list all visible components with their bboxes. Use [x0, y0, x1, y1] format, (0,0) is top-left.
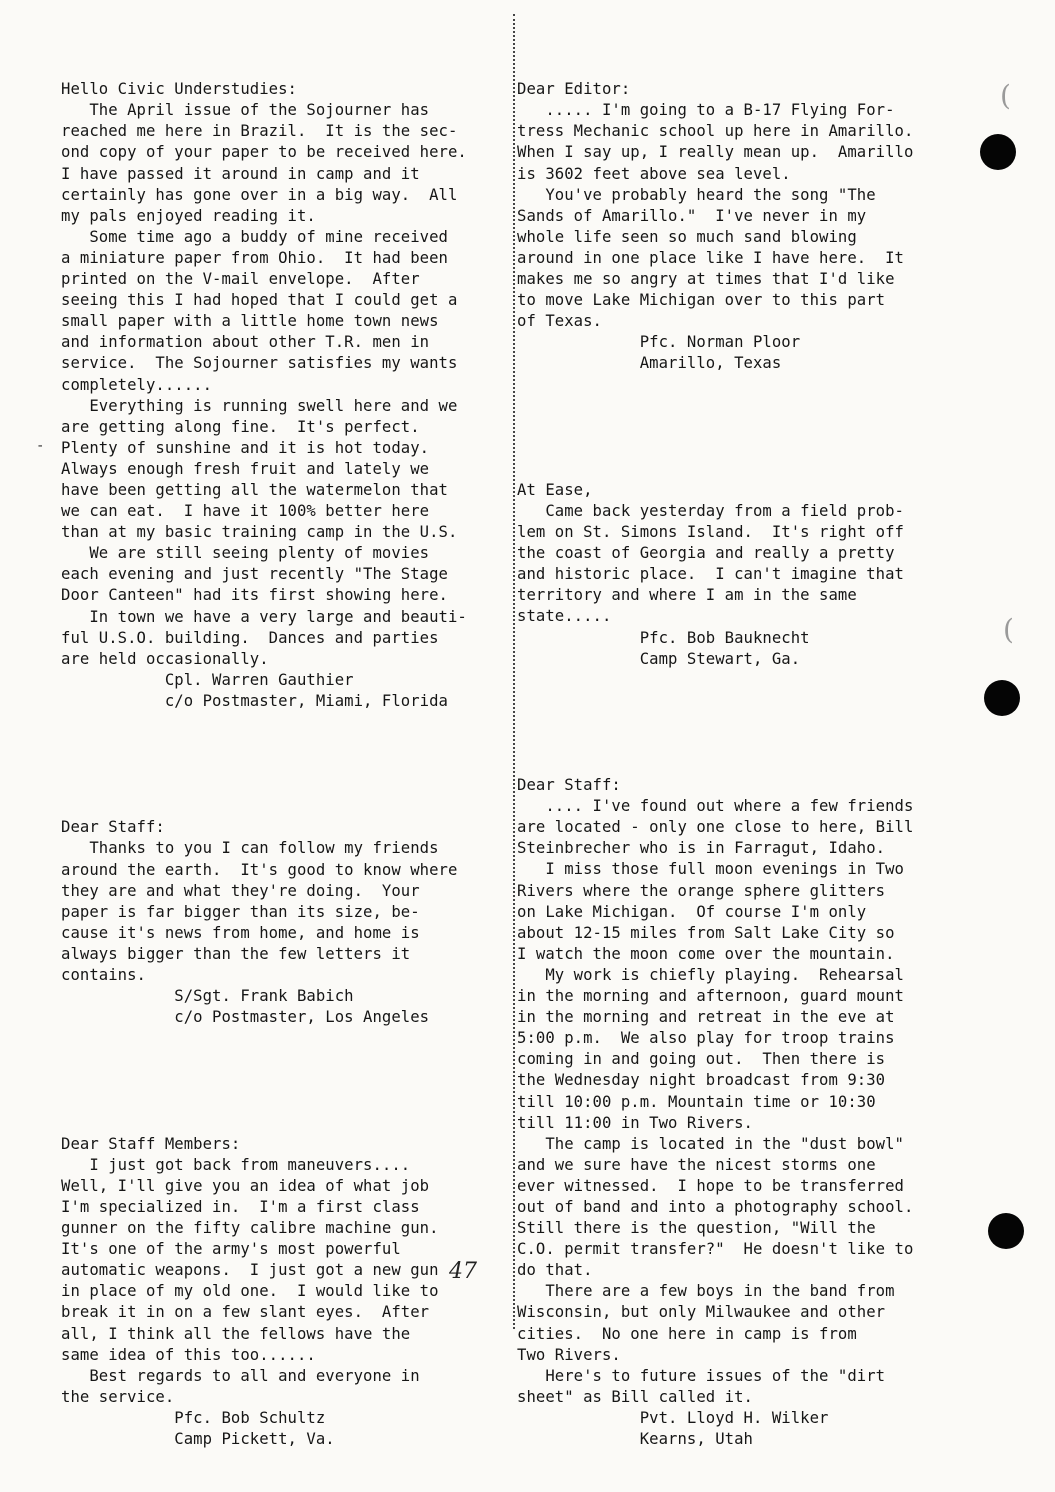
text-line: When I say up, I really mean up. Amarillo	[517, 143, 914, 162]
text-line: automatic weapons. I just got a new gun	[61, 1261, 439, 1280]
letter-wilker	[517, 775, 972, 1450]
text-line: My work is chiefly playing. Rehearsal	[517, 965, 904, 984]
text-line: of Texas.	[517, 312, 602, 331]
text-line: S/Sgt. Frank Babich	[61, 987, 354, 1006]
text-line: 5:00 p.m. We also play for troop trains	[517, 1029, 895, 1048]
text-line: I have passed it around in camp and it	[61, 164, 420, 183]
text-line: Pfc. Norman Ploor	[517, 333, 801, 352]
text-line: cities. No one here in camp is from	[517, 1324, 857, 1343]
text-line: are located - only one close to here, Bill	[517, 818, 914, 837]
text-line: printed on the V-mail envelope. After	[61, 270, 420, 289]
text-line: Pvt. Lloyd H. Wilker	[517, 1408, 829, 1427]
text-line: all, I think all the fellows have the	[61, 1324, 411, 1343]
text-line: on Lake Michigan. Of course I'm only	[517, 902, 867, 921]
text-line: and we sure have the nicest storms one	[517, 1155, 876, 1174]
text-line: in the morning and afternoon, guard mount	[517, 987, 904, 1006]
text-line: tress Mechanic school up here in Amarillo.	[517, 122, 914, 141]
text-line: each evening and just recently "The Stage	[61, 565, 448, 584]
text-line: Sands of Amarillo." I've never in my	[517, 206, 867, 225]
text-line: break it in on a few slant eyes. After	[61, 1303, 430, 1322]
text-line: around the earth. It's good to know where	[61, 860, 458, 879]
text-line: c/o Postmaster, Los Angeles	[61, 1008, 430, 1027]
text-line: Some time ago a buddy of mine received	[61, 227, 448, 246]
text-line: .... I've found out where a few friends	[517, 797, 914, 816]
text-line: the coast of Georgia and really a pretty	[517, 544, 895, 563]
text-line: c/o Postmaster, Miami, Florida	[61, 691, 448, 710]
text-line: have been getting all the watermelon that	[61, 480, 448, 499]
text-line: Pfc. Bob Bauknecht	[517, 628, 810, 647]
text-line: Came back yesterday from a field prob-	[517, 501, 904, 520]
text-line: Dear Staff:	[517, 776, 621, 795]
text-line: There are a few boys in the band from	[517, 1282, 895, 1301]
text-line: makes me so angry at times that I'd like	[517, 270, 895, 289]
letter-ploor	[517, 79, 972, 374]
text-line: paper is far bigger than its size, be-	[61, 902, 420, 921]
text-line: You've probably heard the song "The	[517, 185, 876, 204]
text-line: small paper with a little home town news	[61, 312, 439, 331]
text-line: Dear Editor:	[517, 80, 631, 99]
text-line: Dear Staff Members:	[61, 1134, 241, 1153]
text-line: Best regards to all and everyone in	[61, 1366, 420, 1385]
text-line: At Ease,	[517, 480, 593, 499]
text-line: Dear Staff:	[61, 818, 165, 837]
text-line: Kearns, Utah	[517, 1430, 753, 1448]
text-line: ever witnessed. I hope to be transferred	[517, 1176, 904, 1195]
text-line: I just got back from maneuvers....	[61, 1155, 411, 1174]
text-line: are held occasionally.	[61, 649, 269, 668]
text-line: territory and where I am in the same	[517, 586, 857, 605]
text-line: reached me here in Brazil. It is the sec-	[61, 122, 458, 141]
text-line: I'm specialized in. I'm a first class	[61, 1197, 420, 1216]
text-line: completely......	[61, 375, 213, 394]
text-line: I watch the moon come over the mountain.	[517, 944, 895, 963]
text-line: coming in and going out. Then there is	[517, 1050, 886, 1069]
text-line: cause it's news from home, and home is	[61, 923, 420, 942]
text-line: till 11:00 in Two Rivers.	[517, 1113, 753, 1132]
text-line: than at my basic training camp in the U.S.	[61, 523, 458, 542]
text-line: C.O. permit transfer?" He doesn't like to	[517, 1240, 914, 1259]
punch-hole-middle	[984, 680, 1020, 716]
text-line: It's one of the army's most powerful	[61, 1240, 401, 1259]
text-line: Door Canteen" had its first showing here.	[61, 586, 448, 605]
text-line: Hello Civic Understudies:	[61, 80, 297, 99]
text-line: certainly has gone over in a big way. All	[61, 185, 458, 204]
text-line: a miniature paper from Ohio. It had been	[61, 248, 448, 267]
text-line: Amarillo, Texas	[517, 354, 782, 373]
text-line: in place of my old one. I would like to	[61, 1282, 439, 1301]
text-line: Thanks to you I can follow my friends	[61, 839, 439, 858]
text-line: Everything is running swell here and we	[61, 396, 458, 415]
text-line: ..... I'm going to a B-17 Flying For-	[517, 101, 895, 120]
text-line: Camp Pickett, Va.	[61, 1430, 335, 1448]
text-line: ful U.S.O. building. Dances and parties	[61, 628, 439, 647]
text-line: ond copy of your paper to be received here.	[61, 143, 467, 162]
text-line: Plenty of sunshine and it is hot today.	[61, 438, 430, 457]
text-line: Rivers where the orange sphere glitters	[517, 881, 886, 900]
text-line: Still there is the question, "Will the	[517, 1219, 876, 1238]
column-divider	[513, 14, 515, 1329]
left-column	[61, 37, 511, 1492]
text-line: sheet" as Bill called it.	[517, 1387, 753, 1406]
punch-hole-bottom	[988, 1213, 1024, 1249]
text-line: they are and what they're doing. Your	[61, 881, 420, 900]
text-line: we can eat. I have it 100% better here	[61, 502, 430, 521]
text-line: Always enough fresh fruit and lately we	[61, 459, 430, 478]
text-line: Cpl. Warren Gauthier	[61, 670, 354, 689]
text-line: The April issue of the Sojourner has	[61, 101, 430, 120]
text-line: Camp Stewart, Ga.	[517, 649, 801, 668]
letter-schultz	[61, 1134, 511, 1450]
text-line: whole life seen so much sand blowing	[517, 227, 857, 246]
text-line: contains.	[61, 966, 146, 985]
text-line: and information about other T.R. men in	[61, 333, 430, 352]
punch-hole-top	[980, 134, 1016, 170]
text-line: about 12-15 miles from Salt Lake City so	[517, 923, 895, 942]
text-line: In town we have a very large and beauti-	[61, 607, 467, 626]
text-line: the Wednesday night broadcast from 9:30	[517, 1071, 886, 1090]
text-line: We are still seeing plenty of movies	[61, 544, 430, 563]
text-line: Here's to future issues of the "dirt	[517, 1366, 886, 1385]
text-line: Well, I'll give you an idea of what job	[61, 1176, 430, 1195]
text-line: seeing this I had hoped that I could get a	[61, 291, 458, 310]
text-line: to move Lake Michigan over to this part	[517, 291, 886, 310]
letter-babich	[61, 817, 511, 1028]
text-line: The camp is located in the "dust bowl"	[517, 1134, 904, 1153]
right-column	[517, 37, 972, 1492]
text-line: are getting along fine. It's perfect.	[61, 417, 420, 436]
paper-edge-mark: (	[1000, 79, 1011, 112]
text-line: lem on St. Simons Island. It's right off	[517, 523, 904, 542]
text-line: always bigger than the few letters it	[61, 944, 411, 963]
text-line: Pfc. Bob Schultz	[61, 1408, 326, 1427]
paper-edge-mark: (	[1003, 613, 1014, 646]
text-line: same idea of this too......	[61, 1345, 316, 1364]
text-line: Steinbrecher who is in Farragut, Idaho.	[517, 839, 886, 858]
text-line: and historic place. I can't imagine that	[517, 565, 904, 584]
text-line: state.....	[517, 607, 612, 626]
letter-bauknecht	[517, 480, 972, 670]
text-line: gunner on the fifty calibre machine gun.	[61, 1219, 439, 1238]
margin-mark: -	[36, 438, 45, 454]
text-line: till 10:00 p.m. Mountain time or 10:30	[517, 1092, 876, 1111]
text-line: do that.	[517, 1261, 593, 1280]
text-line: the service.	[61, 1387, 175, 1406]
text-line: around in one place like I have here. It	[517, 248, 904, 267]
text-line: in the morning and retreat in the eve at	[517, 1008, 895, 1027]
text-line: is 3602 feet above sea level.	[517, 164, 791, 183]
text-line: service. The Sojourner satisfies my wants	[61, 354, 458, 373]
text-line: Wisconsin, but only Milwaukee and other	[517, 1303, 886, 1322]
text-line: I miss those full moon evenings in Two	[517, 860, 904, 879]
letter-gauthier	[61, 79, 511, 712]
page-number: 47	[449, 1259, 477, 1284]
text-line: my pals enjoyed reading it.	[61, 206, 316, 225]
text-line: Two Rivers.	[517, 1345, 621, 1364]
text-line: out of band and into a photography school.	[517, 1197, 914, 1216]
